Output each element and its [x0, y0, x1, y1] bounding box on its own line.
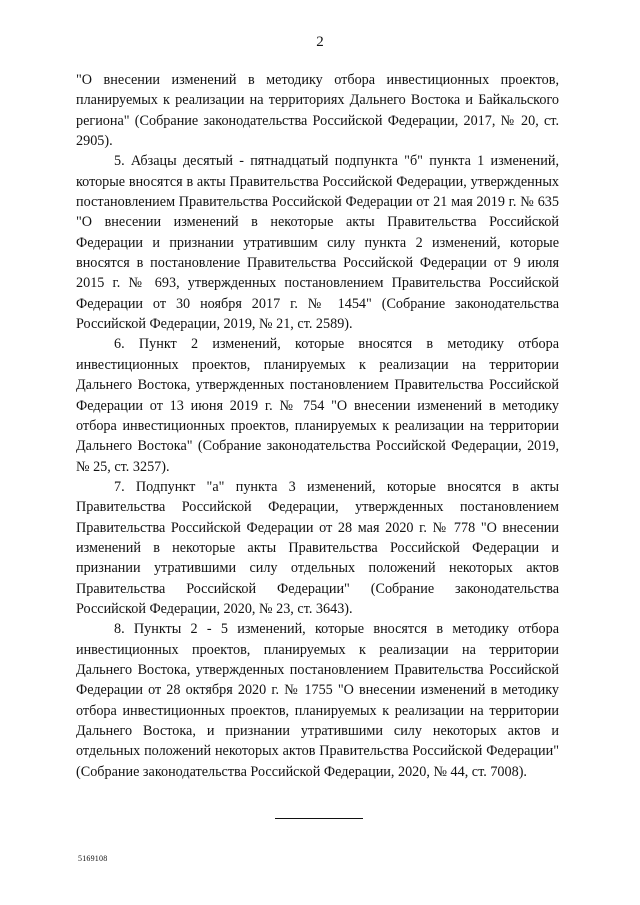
paragraph-item-5: 5. Абзацы десятый - пятнадцатый подпункта "б" пункта 1 изменений, которые вносятся в акты Правительства Российской Федерации, утвержденных постановлением Правительства Российской Федерации от 21 мая 2019 г. № 635 "О внесении изменений в некоторые акты Правительства Российской Федерации и признании утратившим силу пункта 2 изменений, которые вносятся в постановление Правительства Российской Федерации от 9 июля 2015 г. № 693, утвержденных постановлением Правительства Российской Федерации от 30 ноября 2017 г. № 1454" (Собрание законодательства Российской Федерации, 2019, № 21, ст. 2589). — [76, 153, 559, 333]
paragraph-continuation: "О внесении изменений в методику отбора инвестиционных проектов, планируемых к реализации на территориях Дальнего Востока и Байкальского региона" (Собрание законодательства Российской Федерации, 2017, № 20, ст. 2905). — [76, 72, 559, 150]
page-number: 2 — [316, 34, 324, 50]
end-separator-line — [275, 818, 363, 819]
document-code: 5169108 — [78, 854, 108, 863]
paragraph-item-8: 8. Пункты 2 - 5 изменений, которые вносятся в методику отбора инвестиционных проектов, планируемых к реализации на территории Дальнего Востока, утвержденных постановлением Правительства Российской Федерации от 28 октября 2020 г. № 1755 "О внесении изменений в методику отбора инвестиционных проектов, планируемых к реализации на территории Дальнего Востока, и признании утратившими силу некоторых актов и отдельных положений некоторых актов Правительства Российской Федерации" (Собрание законодательства Российской Федерации, 2020, № 44, ст. 7008). — [76, 621, 559, 780]
document-body — [76, 70, 559, 782]
paragraph-item-6: 6. Пункт 2 изменений, которые вносятся в методику отбора инвестиционных проектов, планируемых к реализации на территории Дальнего Востока, утвержденных постановлением Правительства Российской Федерации от 13 июня 2019 г. № 754 "О внесении изменений в методику отбора инвестиционных проектов, планируемых к реализации на территории Дальнего Востока" (Собрание законодательства Российской Федерации, 2019, № 25, ст. 3257). — [76, 336, 559, 475]
paragraph-item-7: 7. Подпункт "а" пункта 3 изменений, которые вносятся в акты Правительства Российской Федерации, утвержденных постановлением Правительства Российской Федерации от 28 мая 2020 г. № 778 "О внесении изменений в некоторые акты Правительства Российской Федерации и признании утратившими силу отдельных положений некоторых актов Правительства Российской Федерации" (Собрание законодательства Российской Федерации, 2020, № 23, ст. 3643). — [76, 478, 559, 617]
